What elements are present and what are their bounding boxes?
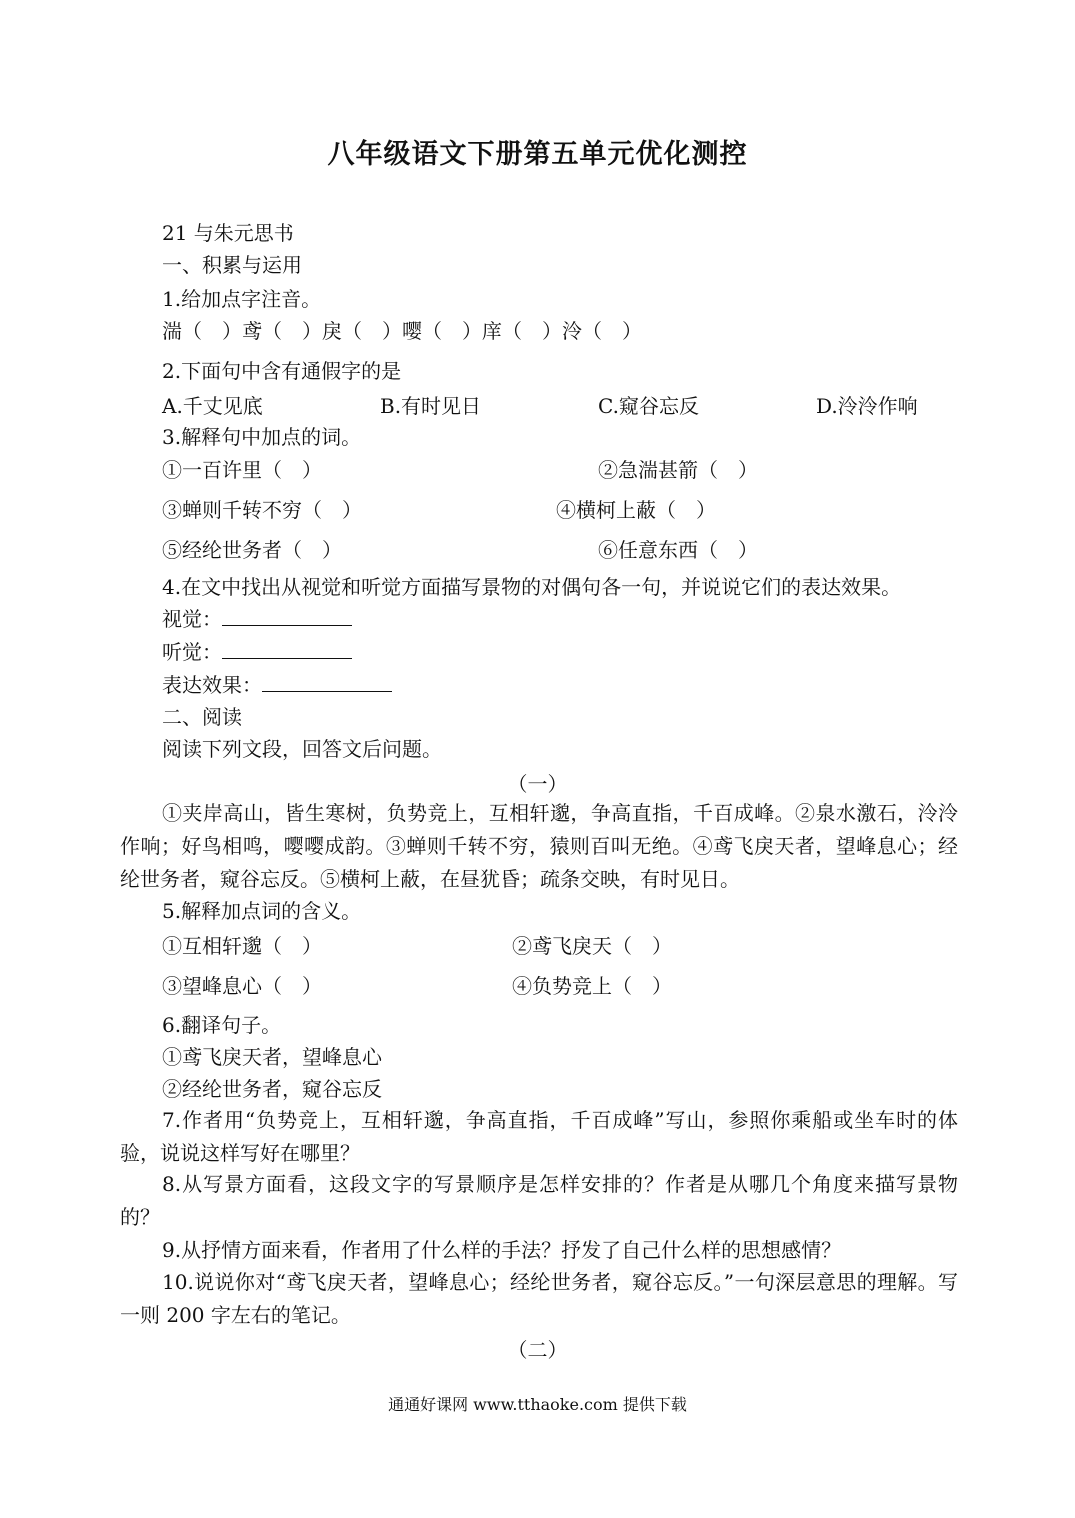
reading-passage: ①夹岸高山，皆生寒树，负势竞上，互相轩邈，争高直指，千百成峰。②泉水激石，泠泠作响；好鸟相鸣，嘤嘤成韵。③蝉则千转不穷，猿则百叫无绝。④鸢飞戾天者，望峰息心；经纶世务者，窥谷忘反。⑤横柯上蔽，在昼犹昏；疏条交映，有时见日。 xyxy=(120,801,958,891)
question-3-item: ⑥任意东西（ ） xyxy=(598,538,758,562)
option-a: A.千丈见底 xyxy=(162,394,263,418)
answer-blank xyxy=(222,640,352,659)
option-b: B.有时见日 xyxy=(380,394,482,418)
question-5-item: ②鸢飞戾天（ ） xyxy=(512,934,672,958)
question-6-item: ①鸢飞戾天者，望峰息心 xyxy=(162,1045,382,1069)
answer-line-audio xyxy=(162,639,352,665)
question-1: 1.给加点字注音。 xyxy=(162,287,322,311)
question-3-item: ③蝉则千转不穷（ ） xyxy=(162,498,362,522)
section-heading: 二、阅读 xyxy=(162,705,242,729)
footer-text: 通通好课网 www.tthaoke.com 提供下载 xyxy=(388,1395,687,1414)
visual-label: 视觉： xyxy=(162,607,222,631)
answer-line-visual xyxy=(162,606,352,632)
question-3-item: ①一百许里（ ） xyxy=(162,458,322,482)
question-5-item: ④负势竞上（ ） xyxy=(512,974,672,998)
question-3: 3.解释句中加点的词。 xyxy=(162,425,362,449)
question-7: 7.作者用“负势竞上，互相轩邈，争高直指，千百成峰”写山，参照你乘船或坐车时的体验，说说这样写好在哪里？ xyxy=(120,1108,958,1165)
lesson-title: 21 与朱元思书 xyxy=(162,221,294,245)
effect-label: 表达效果： xyxy=(162,673,262,697)
part-heading: （二） xyxy=(507,1338,568,1362)
question-3-item: ②急湍甚箭（ ） xyxy=(598,458,758,482)
question-10: 10.说说你对“鸢飞戾天者，望峰息心；经纶世务者，窥谷忘反。”一句深层意思的理解。写一则 200 字左右的笔记。 xyxy=(120,1270,958,1327)
answer-blank xyxy=(222,607,352,626)
question-5: 5.解释加点词的含义。 xyxy=(162,899,362,923)
question-3-item: ④横柯上蔽（ ） xyxy=(556,498,716,522)
question-6-item: ②经纶世务者，窥谷忘反 xyxy=(162,1077,382,1101)
page-title: 八年级语文下册第五单元优化测控 xyxy=(327,139,748,170)
question-6: 6.翻译句子。 xyxy=(162,1013,282,1037)
reading-intro: 阅读下列文段，回答文后问题。 xyxy=(162,737,442,761)
question-2: 2.下面句中含有通假字的是 xyxy=(162,359,402,383)
audio-label: 听觉： xyxy=(162,640,222,664)
section-heading: 一、积累与运用 xyxy=(162,253,302,277)
part-heading: （一） xyxy=(507,772,568,796)
question-5-item: ①互相轩邈（ ） xyxy=(162,934,322,958)
question-3-item: ⑤经纶世务者（ ） xyxy=(162,538,342,562)
answer-blank xyxy=(262,673,392,692)
option-c: C.窥谷忘反 xyxy=(598,394,699,418)
question-8: 8.从写景方面看，这段文字的写景顺序是怎样安排的？作者是从哪几个角度来描写景物的？ xyxy=(120,1172,958,1229)
question-1-items: 湍（ ）鸢（ ）戾（ ）嘤（ ）庠（ ）泠（ ） xyxy=(162,319,642,343)
answer-line-effect xyxy=(162,672,392,698)
question-9: 9.从抒情方面来看，作者用了什么样的手法？抒发了自己什么样的思想感情？ xyxy=(162,1238,842,1262)
option-d: D.泠泠作响 xyxy=(816,394,918,418)
question-4: 4.在文中找出从视觉和听觉方面描写景物的对偶句各一句，并说说它们的表达效果。 xyxy=(162,575,902,599)
question-5-item: ③望峰息心（ ） xyxy=(162,974,322,998)
